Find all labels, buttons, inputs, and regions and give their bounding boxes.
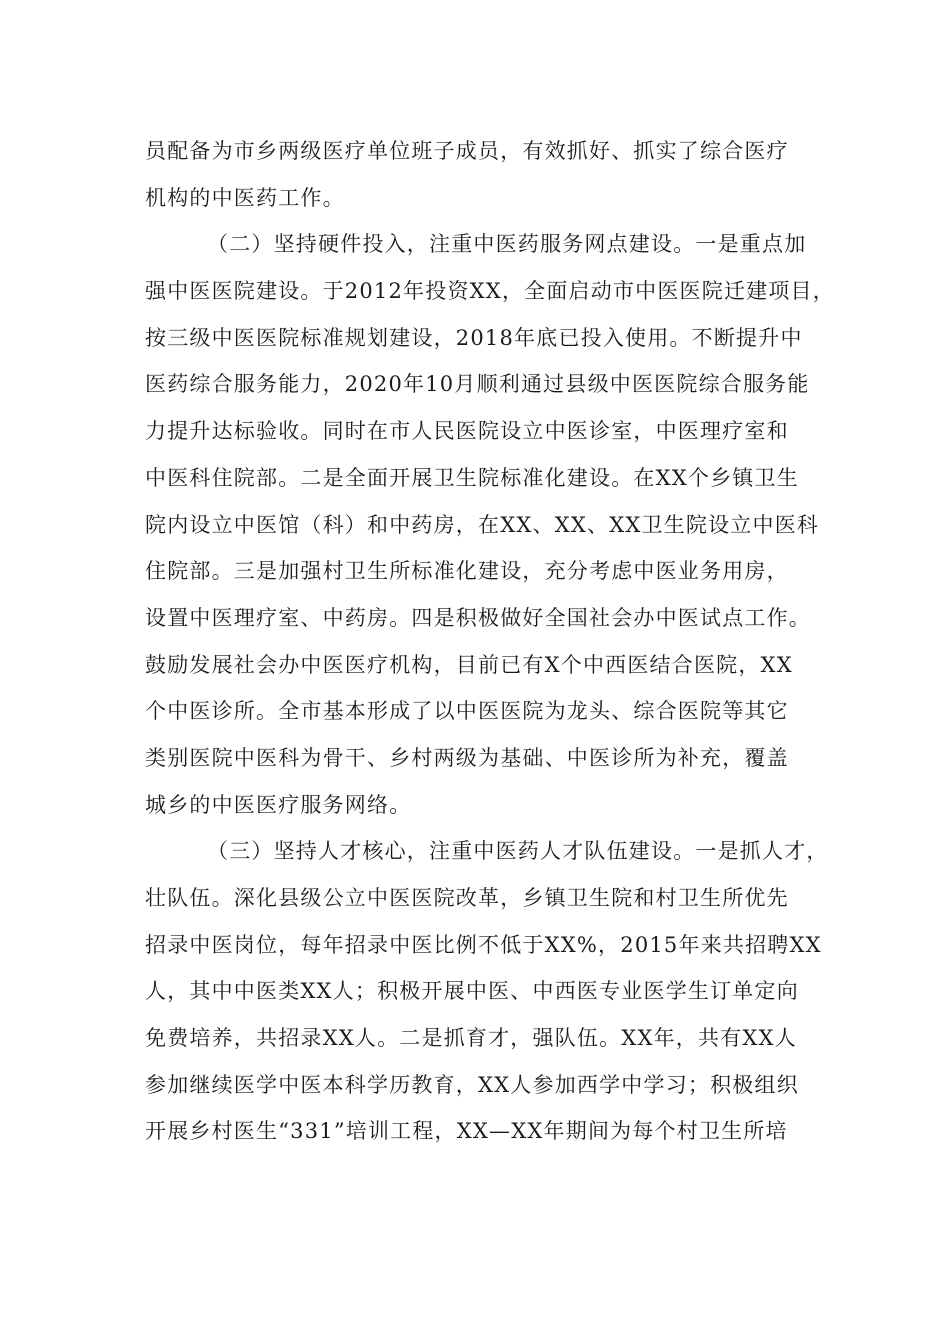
text-line: 免费培养，共招录XX人。二是抓育才，强队伍。XX年，共有XX人	[145, 1026, 797, 1051]
text-line: 医药综合服务能力，2020年10月顺利通过县级中医医院综合服务能	[145, 372, 810, 397]
text-line: 力提升达标验收。同时在市人民医院设立中医诊室，中医理疗室和	[145, 419, 789, 444]
text-line: 中医科住院部。二是全面开展卫生院标准化建设。在XX个乡镇卫生	[145, 465, 799, 490]
text-line: 城乡的中医医疗服务网络。	[145, 792, 412, 817]
paragraph-heading-3: （三）坚持人才核心，注重中医药人才队伍建设。一是抓人才，	[207, 839, 829, 864]
text-line: 参加继续医学中医本科学历教育，XX人参加西学中学习；积极组织	[145, 1072, 799, 1097]
text-line: 住院部。三是加强村卫生所标准化建设，充分考虑中医业务用房，	[145, 559, 789, 584]
text-line: 人，其中中医类XX人；积极开展中医、中西医专业医学生订单定向	[145, 979, 799, 1004]
text-line: 设置中医理疗室、中药房。四是积极做好全国社会办中医试点工作。	[145, 605, 811, 630]
text-line: 开展乡村医生“331”培训工程，XX—XX年期间为每个村卫生所培	[145, 1119, 788, 1144]
text-line: 机构的中医药工作。	[145, 185, 345, 210]
text-line: 员配备为市乡两级医疗单位班子成员，有效抓好、抓实了综合医疗	[145, 139, 789, 163]
text-line: 强中医医院建设。于2012年投资XX，全面启动市中医医院迁建项目，	[145, 279, 835, 304]
paragraph-heading-2: （二）坚持硬件投入，注重中医药服务网点建设。一是重点加	[207, 232, 807, 257]
text-line: 鼓励发展社会办中医医疗机构，目前已有X个中西医结合医院，XX	[145, 652, 793, 677]
text-line: 壮队伍。深化县级公立中医医院改革，乡镇卫生院和村卫生所优先	[145, 886, 789, 910]
body-text	[145, 128, 835, 1155]
text-line: 按三级中医医院标准规划建设，2018年底已投入使用。不断提升中	[145, 325, 803, 350]
text-line: 类别医院中医科为骨干、乡村两级为基础、中医诊所为补充，覆盖	[145, 745, 789, 770]
text-line: 院内设立中医馆（科）和中药房，在XX、XX、XX卫生院设立中医科	[145, 512, 820, 537]
text-line: 招录中医岗位，每年招录中医比例不低于XX%，2015年来共招聘XX	[145, 932, 822, 957]
text-line: 个中医诊所。全市基本形成了以中医医院为龙头、综合医院等其它	[145, 699, 789, 724]
